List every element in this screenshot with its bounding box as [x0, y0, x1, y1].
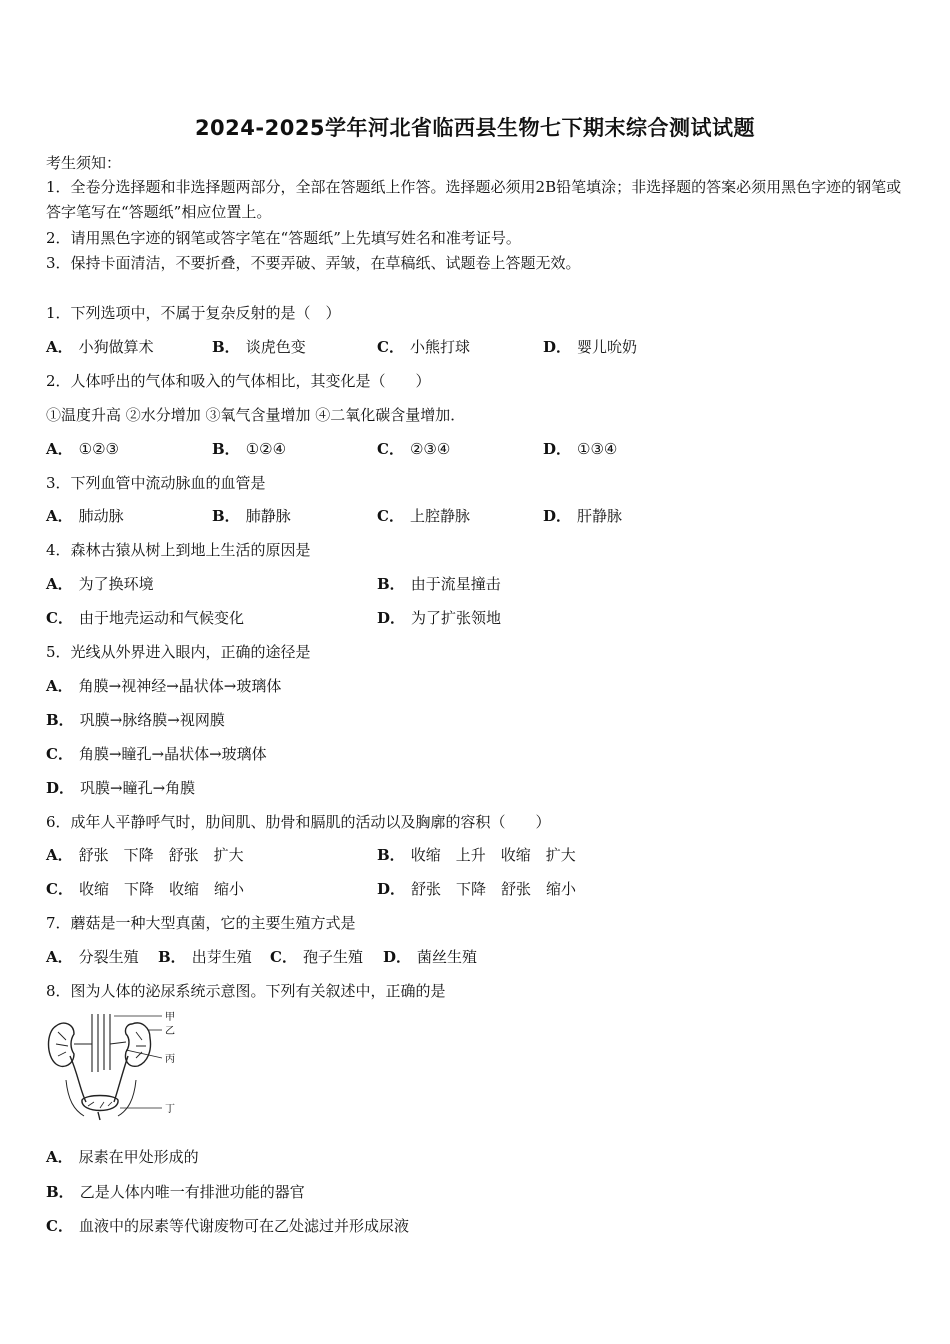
- question-7-option-a[interactable]: A． 分裂生殖: [46, 948, 139, 966]
- question-2-statements: ①温度升高 ②水分增加 ③氧气含量增加 ④二氧化碳含量增加．: [46, 406, 466, 424]
- question-2-option-b[interactable]: B． ①②④: [212, 440, 287, 458]
- urethra: [98, 1112, 100, 1120]
- question-1-option-a[interactable]: A． 小狗做算术: [46, 338, 154, 356]
- question-7-option-c[interactable]: C． 孢子生殖: [270, 948, 363, 966]
- label-yi: 乙: [165, 1026, 175, 1037]
- question-2-stem: 2．人体呼出的气体和吸入的气体相比，其变化是（ ）: [46, 372, 431, 390]
- question-7-stem: 7．蘑菇是一种大型真菌，它的主要生殖方式是: [46, 914, 356, 932]
- label-bing: 丙: [165, 1054, 175, 1065]
- question-6-stem: 6．成年人平静呼气时，肋间肌、肋骨和膈肌的活动以及胸廓的容积（ ）: [46, 813, 551, 831]
- right-ureter: [114, 1056, 128, 1102]
- page-title: 2024-2025学年河北省临西县生物七下期末综合测试试题: [194, 116, 756, 140]
- question-8-option-a[interactable]: A． 尿素在甲处形成的: [46, 1148, 199, 1166]
- question-7-option-b[interactable]: B． 出芽生殖: [158, 948, 252, 966]
- question-6-option-d[interactable]: D． 舒张 下降 舒张 缩小: [377, 880, 577, 898]
- question-2-option-d[interactable]: D． ①③④: [543, 440, 618, 458]
- question-1-stem: 1．下列选项中，不属于复杂反射的是（ ）: [46, 304, 341, 322]
- question-5-stem: 5．光线从外界进入眼内，正确的途径是: [46, 643, 311, 661]
- question-5-option-c[interactable]: C． 角膜→瞳孔→晶状体→玻璃体: [46, 745, 267, 763]
- question-8-stem: 8．图为人体的泌尿系统示意图。下列有关叙述中，正确的是: [46, 982, 446, 1000]
- question-1-option-d[interactable]: D． 婴儿吮奶: [543, 338, 638, 356]
- question-3-option-a[interactable]: A． 肺动脉: [46, 507, 124, 525]
- question-8-option-c[interactable]: C． 血液中的尿素等代谢废物可在乙处滤过并形成尿液: [46, 1217, 409, 1235]
- label-ding: 丁: [165, 1104, 175, 1115]
- left-ureter: [70, 1056, 86, 1102]
- question-3-option-c[interactable]: C． 上腔静脉: [377, 507, 470, 525]
- question-7-option-d[interactable]: D． 菌丝生殖: [383, 948, 478, 966]
- question-5-option-a[interactable]: A． 角膜→视神经→晶状体→玻璃体: [46, 677, 282, 695]
- notice-item-3: 3．保持卡面清洁，不要折叠，不要弄破、弄皱，在草稿纸、试题卷上答题无效。: [46, 254, 581, 272]
- question-1-option-b[interactable]: B． 谈虎色变: [212, 338, 306, 356]
- question-1-option-c[interactable]: C． 小熊打球: [377, 338, 470, 356]
- question-4-option-d[interactable]: D． 为了扩张领地: [377, 609, 502, 627]
- question-5-option-b[interactable]: B． 巩膜→脉络膜→视网膜: [46, 711, 225, 729]
- main-vessels: [92, 1014, 110, 1072]
- question-3-option-d[interactable]: D． 肝静脉: [543, 507, 623, 525]
- question-3-option-b[interactable]: B． 肺静脉: [212, 507, 291, 525]
- question-6-option-c[interactable]: C． 收缩 下降 收缩 缩小: [46, 880, 244, 898]
- bladder: [82, 1096, 118, 1111]
- question-2-option-a[interactable]: A． ①②③: [46, 440, 119, 458]
- question-4-stem: 4．森林古猿从树上到地上生活的原因是: [46, 541, 311, 559]
- question-6-option-a[interactable]: A． 舒张 下降 舒张 扩大: [46, 846, 244, 864]
- question-2-option-c[interactable]: C． ②③④: [377, 440, 451, 458]
- notice-item-1: 1．全卷分选择题和非选择题两部分，全部在答题纸上作答。选择题必须用2B铅笔填涂；非选择题的答案必须用黑色字迹的钢笔或答字笔写在“答题纸”相应位置上。: [46, 178, 902, 221]
- question-5-option-d[interactable]: D． 巩膜→瞳孔→角膜: [46, 779, 196, 797]
- question-3-stem: 3．下列血管中流动脉血的血管是: [46, 474, 266, 492]
- label-jia: 甲: [165, 1012, 175, 1023]
- question-4-option-b[interactable]: B． 由于流星撞击: [377, 575, 501, 593]
- question-4-option-c[interactable]: C． 由于地壳运动和气候变化: [46, 609, 244, 627]
- right-kidney: [125, 1023, 150, 1066]
- notice-item-2: 2．请用黑色字迹的钢笔或答字笔在“答题纸”上先填写姓名和准考证号。: [46, 229, 521, 247]
- notice-heading: 考生须知：: [46, 154, 122, 172]
- question-8-option-b[interactable]: B． 乙是人体内唯一有排泄功能的器官: [46, 1183, 305, 1201]
- question-4-option-a[interactable]: A． 为了换环境: [46, 575, 154, 593]
- urinary-system-diagram: [44, 1010, 194, 1122]
- question-6-option-b[interactable]: B． 收缩 上升 收缩 扩大: [377, 846, 576, 864]
